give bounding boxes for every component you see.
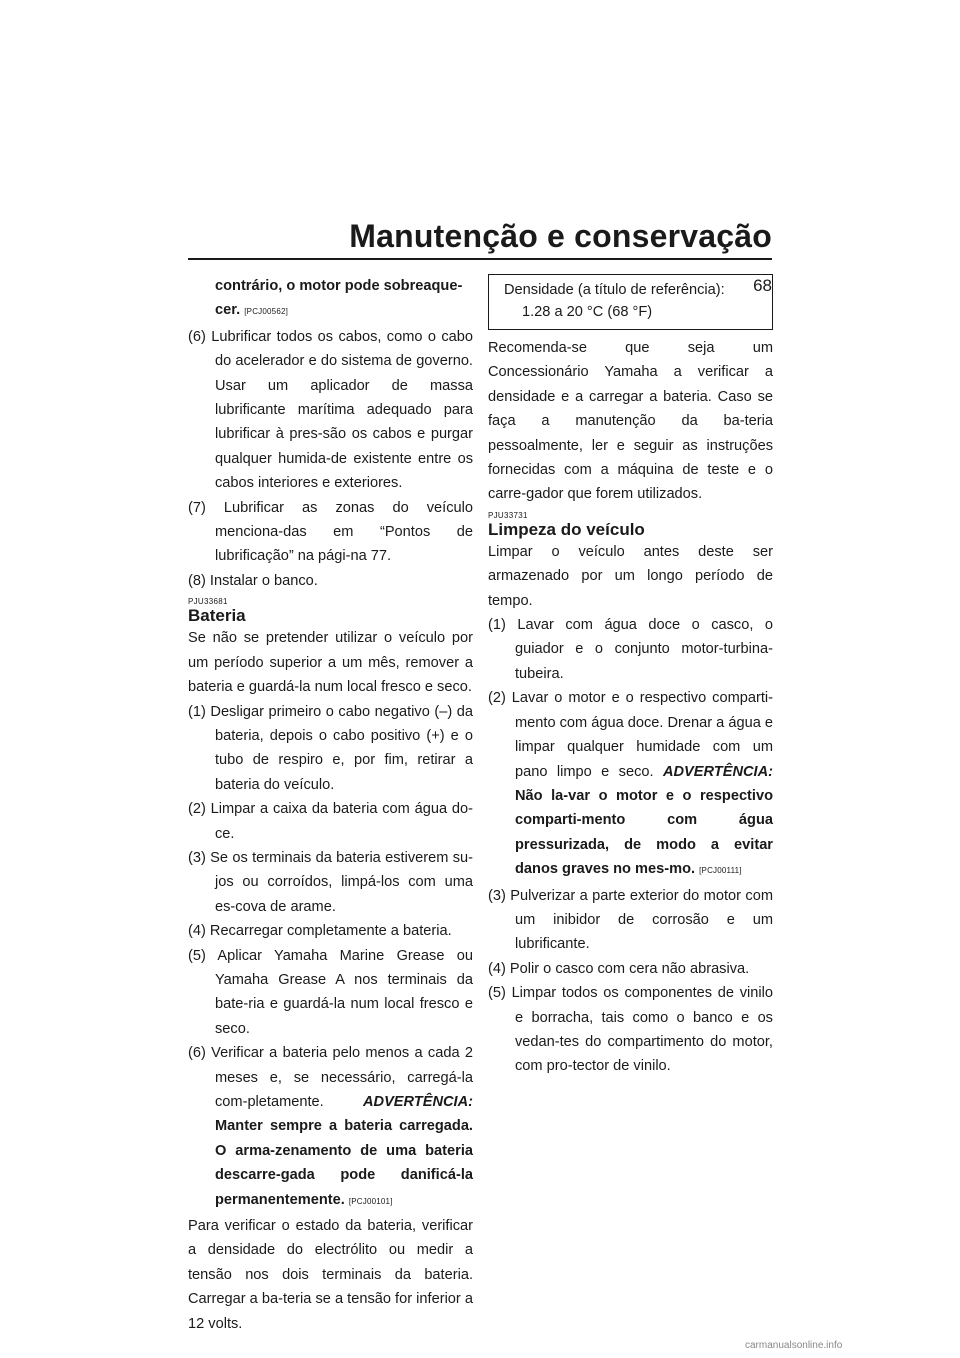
step-item-7: (7) Lubrificar as zonas do veículo menciona-das em “Pontos de lubrificação” na pági-na 77. — [188, 499, 473, 565]
cleaning-step-1: (1) Lavar com água doce o casco, o guiador e o conjunto motor-turbina-tubeira. — [488, 617, 773, 682]
step-list — [188, 325, 473, 593]
watermark: carmanualsonline.info — [745, 1340, 843, 1351]
warning-label: ADVERTÊNCIA: — [362, 1094, 473, 1110]
spec-box-density — [488, 274, 773, 330]
title-rule — [188, 258, 772, 260]
cleaning-step-4: (4) Polir o casco com cera não abrasiva. — [488, 960, 750, 977]
warning-code: [PCJ00562] — [244, 307, 289, 317]
battery-step-1: (1) Desligar primeiro o cabo negativo (–) da bateria, depois o cabo positivo (+) e o tubo de respiro e, por fim, retirar a bateria do veículo. — [188, 703, 473, 793]
section-code: PJU33681 — [188, 597, 228, 607]
battery-step-2: (2) Limpar a caixa da bateria com água do-ce. — [188, 801, 473, 842]
intro-warning: contrário, o motor pode sobreaque- cer. [PCJ00562] — [215, 278, 463, 319]
spec-value: 1.28 a 20 °C (68 °F) — [522, 304, 653, 320]
spec-label: Densidade (a título de referência): — [504, 282, 725, 298]
battery-step-5: (5) Aplicar Yamaha Marine Grease ou Yamaha Grease A nos terminais da bate-ria e guardá-la num local fresco e seco. — [188, 947, 473, 1037]
battery-step-4: (4) Recarregar completamente a bateria. — [188, 923, 452, 940]
page-title: Manutenção e conservação — [349, 218, 772, 254]
page-number: 68 — [753, 276, 772, 295]
left-column — [188, 274, 473, 1336]
warning-code: [PCJ00111] — [699, 866, 742, 876]
cleaning-step-3: (3) Pulverizar a parte exterior do motor com um inibidor de corrosão e um lubrificante. — [488, 887, 773, 953]
section-title-cleaning: Limpeza do veículo — [488, 519, 645, 539]
battery-intro: Se não se pretender utilizar o veículo por um período superior a um mês, remover a bateria e guardá-la num local fresco e seco. — [188, 630, 473, 696]
step-item-8: (8) Instalar o banco. — [188, 572, 318, 589]
battery-step-6: (6) Verificar a bateria pelo menos a cada 2 meses e, se necessário, carregá-la com-pletamente. ADVERTÊNCIA: Manter sempre a bateria carregada. O arma-zenamento de uma bateria descarre-gada pode danificá-la permanentemente. [PCJ00101] — [188, 1045, 473, 1208]
step-item-6: (6) Lubrificar todos os cabos, como o cabo do acelerador e do sistema de governo. Usar um aplicador de massa lubrificante marítima adequado para lubrificar à pres-são os cabos e purgar qualquer humida-de existente entre os cabos interiores e exteriores. — [188, 328, 474, 492]
section-code: PJU33731 — [488, 510, 528, 520]
cleaning-step-5: (5) Limpar todos os componentes de vinilo e borracha, tais como o banco e os vedan-tes do compartimento do motor, com pro-tector de vinilo. — [488, 985, 773, 1075]
warning-label: ADVERTÊNCIA: — [662, 763, 773, 780]
right-column — [488, 274, 773, 1079]
cleaning-intro: Limpar o veículo antes deste ser armazenado por um longo período de tempo. — [488, 543, 773, 609]
dealer-note: Recomenda-se que seja um Concessionário Yamaha a verificar a densidade e a carregar a bateria. Caso se faça a manutenção da ba-teria pessoalmente, ler e seguir as instruções fornecidas com a máquina de teste e o carre-gador que forem utilizados. — [488, 340, 773, 503]
battery-check-paragraph: Para verificar o estado da bateria, verificar a densidade do electrólito ou medir a tensão nos dois terminais da bateria. Carregar a ba-teria se a tensão for inferior a 12 volts. — [188, 1218, 473, 1332]
warning-code: [PCJ00101] — [348, 1196, 393, 1206]
battery-step-3: (3) Se os terminais da bateria estiverem su-jos ou corroídos, limpá-los com uma es-cova de arame. — [188, 849, 473, 915]
section-title-battery: Bateria — [188, 606, 246, 626]
cleaning-step-2: (2) Lavar o motor e o respectivo comparti-mento com água doce. Drenar a água e limpar qualquer humidade com um pano limpo e seco. ADVERTÊNCIA: Não la-var o motor e o respectivo comparti-mento com água pressurizada, de modo a evitar danos graves no mes-mo. [PCJ00111] — [488, 690, 774, 878]
